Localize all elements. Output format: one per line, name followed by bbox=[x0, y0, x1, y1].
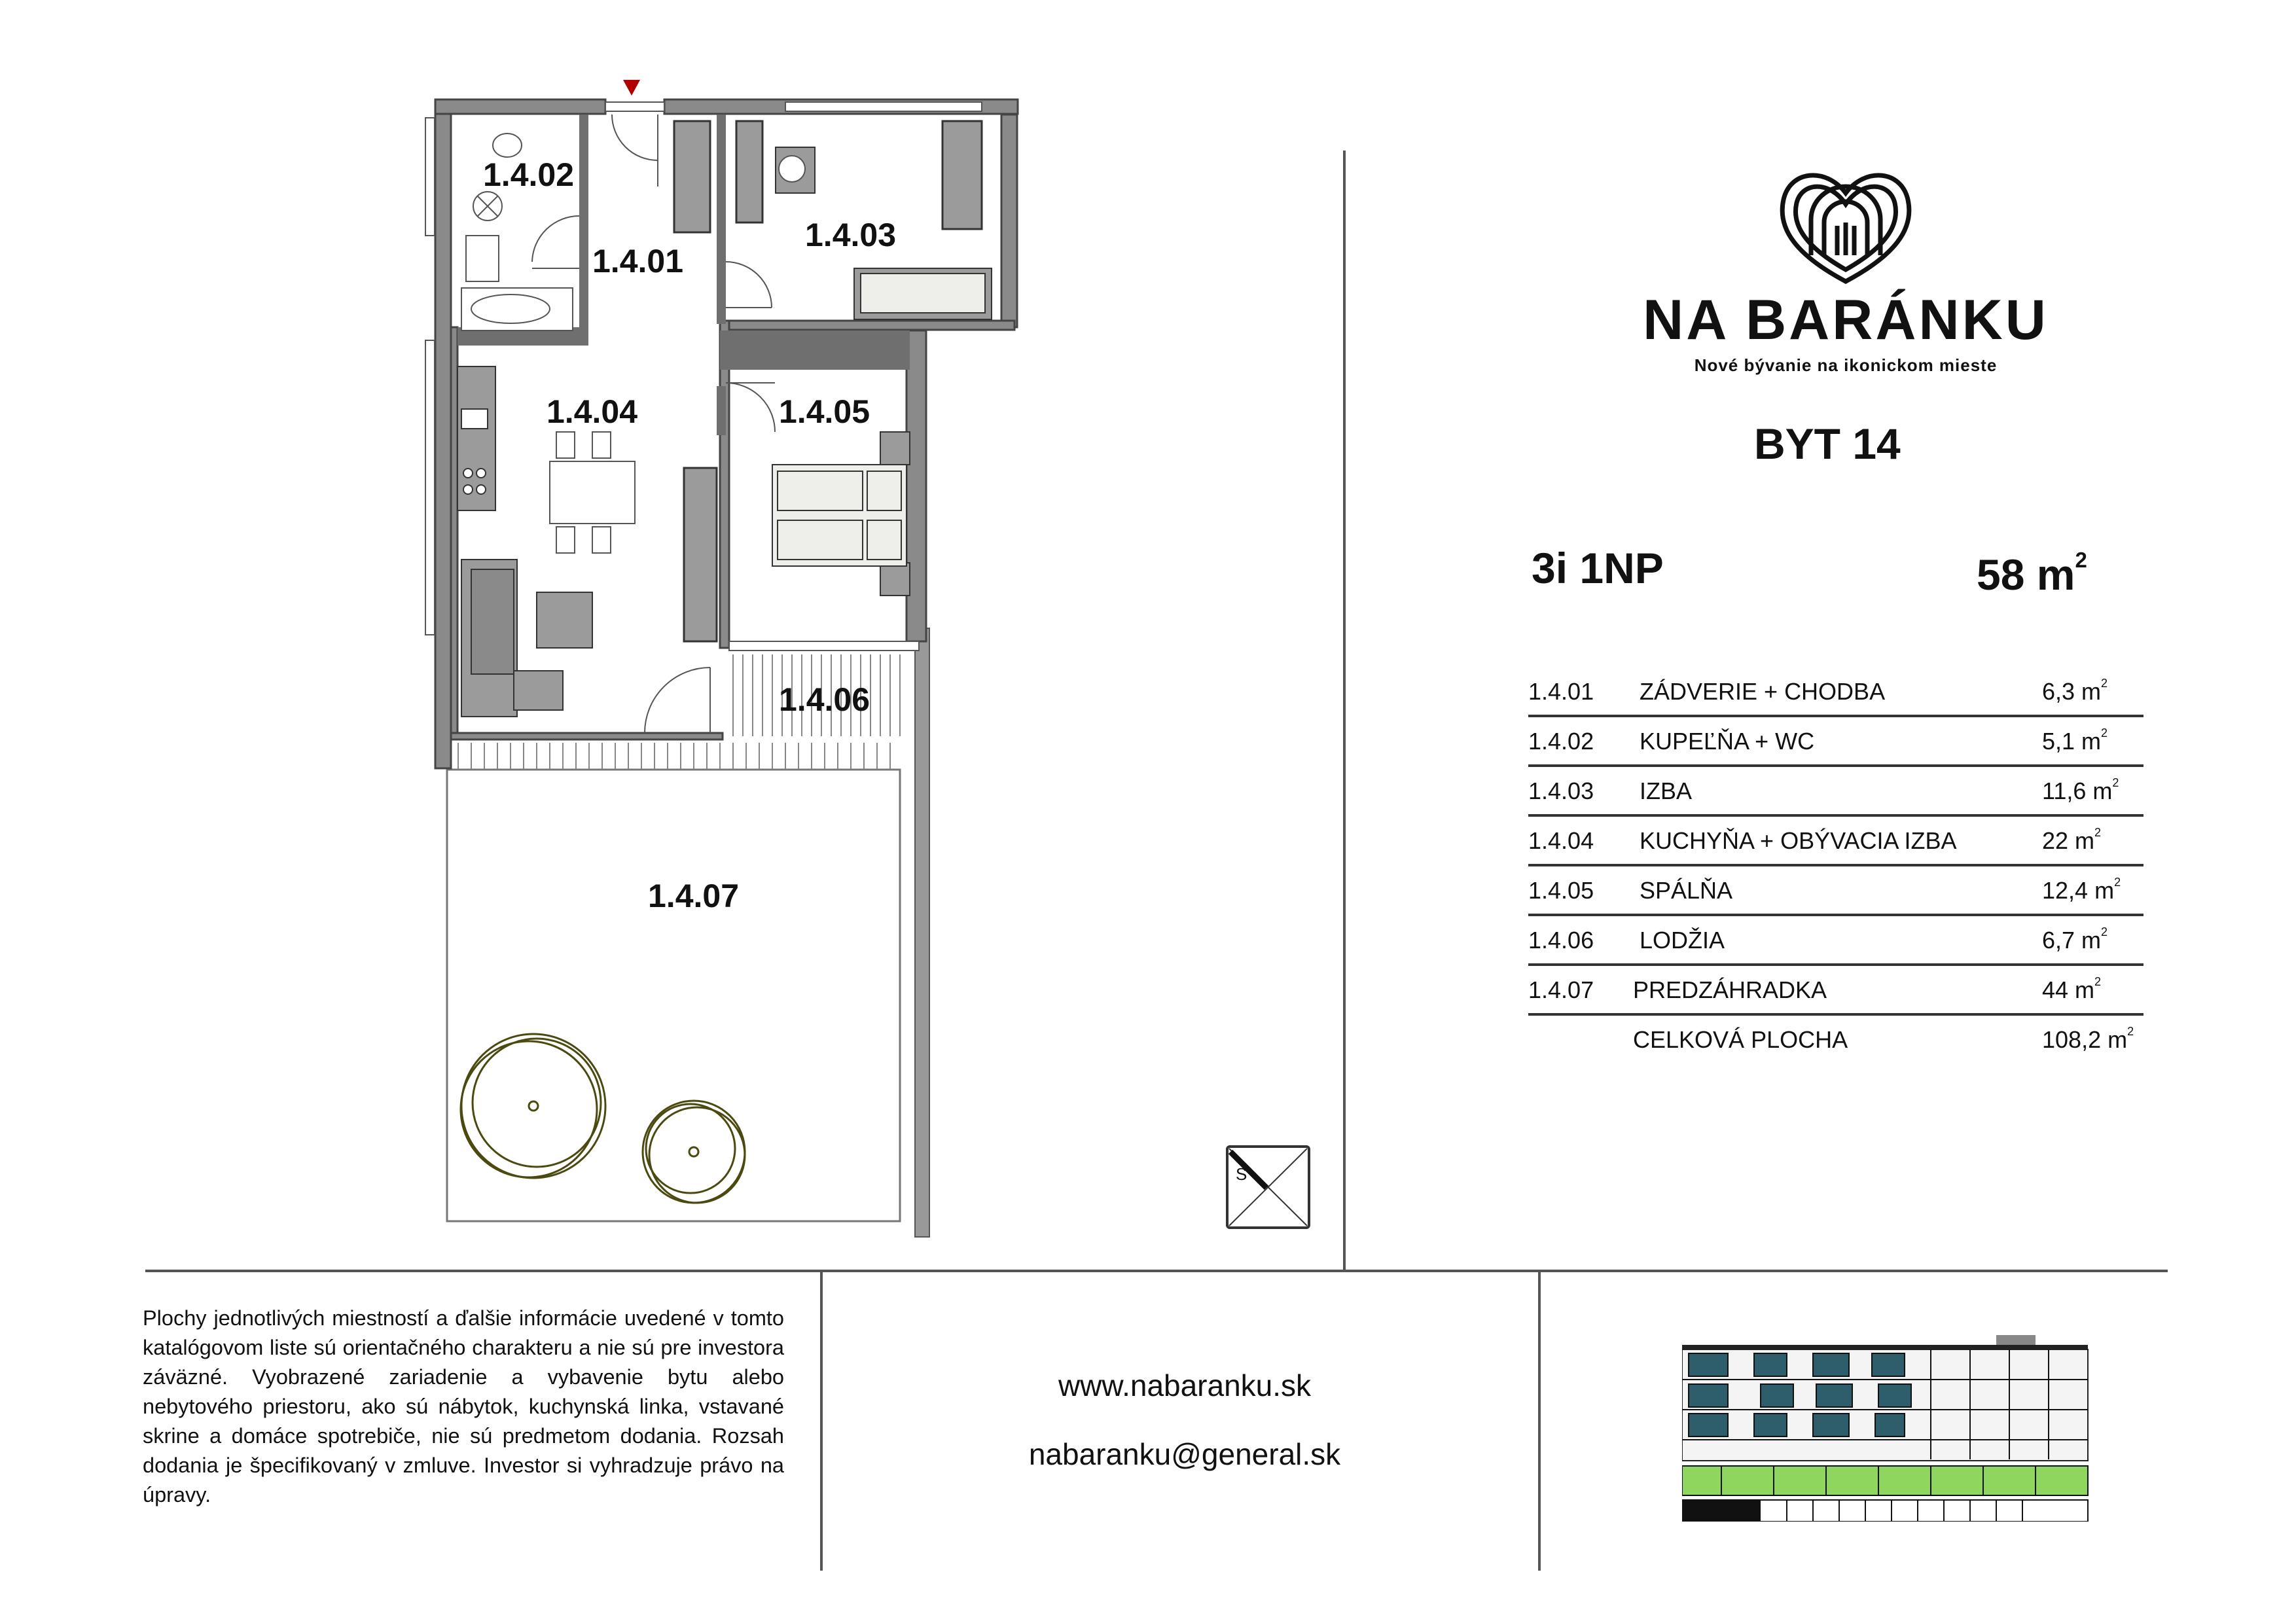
table-row: 1.4.07 PREDZÁHRADKA 44 $m^2$ bbox=[1528, 966, 2144, 1016]
dining-set bbox=[550, 432, 635, 553]
bed-room-03 bbox=[854, 268, 992, 319]
table-row: 1.4.02 KUPEĽŇA + WC 5,1 $m^2$ bbox=[1528, 717, 2144, 767]
table-row: 1.4.01 ZÁDVERIE + CHODBA 6,3 $m^2$ bbox=[1528, 668, 2144, 717]
entrance-marker bbox=[623, 80, 640, 96]
desk-chair bbox=[779, 156, 805, 182]
unit-title: BYT 14 bbox=[1754, 419, 1901, 468]
table-row: 1.4.03 IZBA 11,6 $m^2$ bbox=[1528, 767, 2144, 817]
unit-type: 3i 1NP bbox=[1532, 544, 1664, 592]
unit-area: 58 $m^2$ bbox=[1977, 547, 2087, 599]
table-row: 1.4.06 LODŽIA 6,7 $m^2$ bbox=[1528, 916, 2144, 966]
room-label-1-4-04: 1.4.04 bbox=[547, 393, 638, 430]
total-row: CELKOVÁ PLOCHA 108,2 $m^2$ bbox=[1633, 1025, 2134, 1053]
garden-area bbox=[447, 770, 900, 1221]
divider-footer-right bbox=[1538, 1270, 1541, 1571]
table-row: 1.4.04 KUCHYŇA + OBÝVACIA IZBA 22 $m^2$ bbox=[1528, 817, 2144, 866]
room-label-1-4-02: 1.4.02 bbox=[483, 156, 575, 193]
highlighted-floor bbox=[1682, 1466, 2088, 1495]
building-elevation-image bbox=[1682, 1329, 2094, 1522]
divider-horizontal bbox=[145, 1270, 2168, 1272]
divider-vertical-right bbox=[1343, 151, 1346, 1271]
disclaimer-text: Plochy jednotlivých miestností a ďalšie informácie uvedené v tomto katalógovom liste sú orientačného charakteru a nie sú pre investora záväzné. Vyobrazené zariadenie a vybavenie bytu alebo nebytového priestoru, ako sú nábytok, kuchynská linka, vstavané skrine a domáce spotrebiče, nie sú predmetom dodania. Rozsah dodania je špecifikovaný v zmluve. Investor si vyhradzuje právo na úpravy. bbox=[143, 1306, 784, 1507]
garden-fence bbox=[915, 628, 929, 1237]
table-row: 1.4.05 SPÁLŇA 12,4 $m^2$ bbox=[1528, 866, 2144, 916]
compass-icon bbox=[1227, 1147, 1309, 1228]
brand-logo bbox=[1636, 157, 2055, 376]
brand-emblem-icon bbox=[1770, 157, 1921, 288]
email-link[interactable]: nabaranku@general.sk bbox=[1028, 1437, 1341, 1471]
bedroom-furniture bbox=[772, 432, 910, 596]
kitchen-counter bbox=[457, 366, 495, 510]
room-label-1-4-01: 1.4.01 bbox=[592, 243, 684, 279]
room-label-1-4-07: 1.4.07 bbox=[648, 878, 740, 914]
brand-tagline: Nové bývanie na ikonickom mieste bbox=[1694, 355, 1998, 375]
exterior-walls bbox=[435, 99, 1018, 768]
compass-letter: S bbox=[1236, 1164, 1247, 1184]
website-link[interactable]: www.nabaranku.sk bbox=[1058, 1368, 1312, 1402]
room-label-1-4-03: 1.4.03 bbox=[805, 217, 897, 253]
room-area-table bbox=[1528, 668, 2144, 1063]
living-furniture bbox=[461, 560, 592, 717]
room-label-1-4-06: 1.4.06 bbox=[779, 681, 870, 718]
room-label-1-4-05: 1.4.05 bbox=[779, 393, 870, 430]
divider-footer-left bbox=[820, 1270, 823, 1571]
brand-name: NA BARÁNKU bbox=[1643, 289, 2049, 351]
